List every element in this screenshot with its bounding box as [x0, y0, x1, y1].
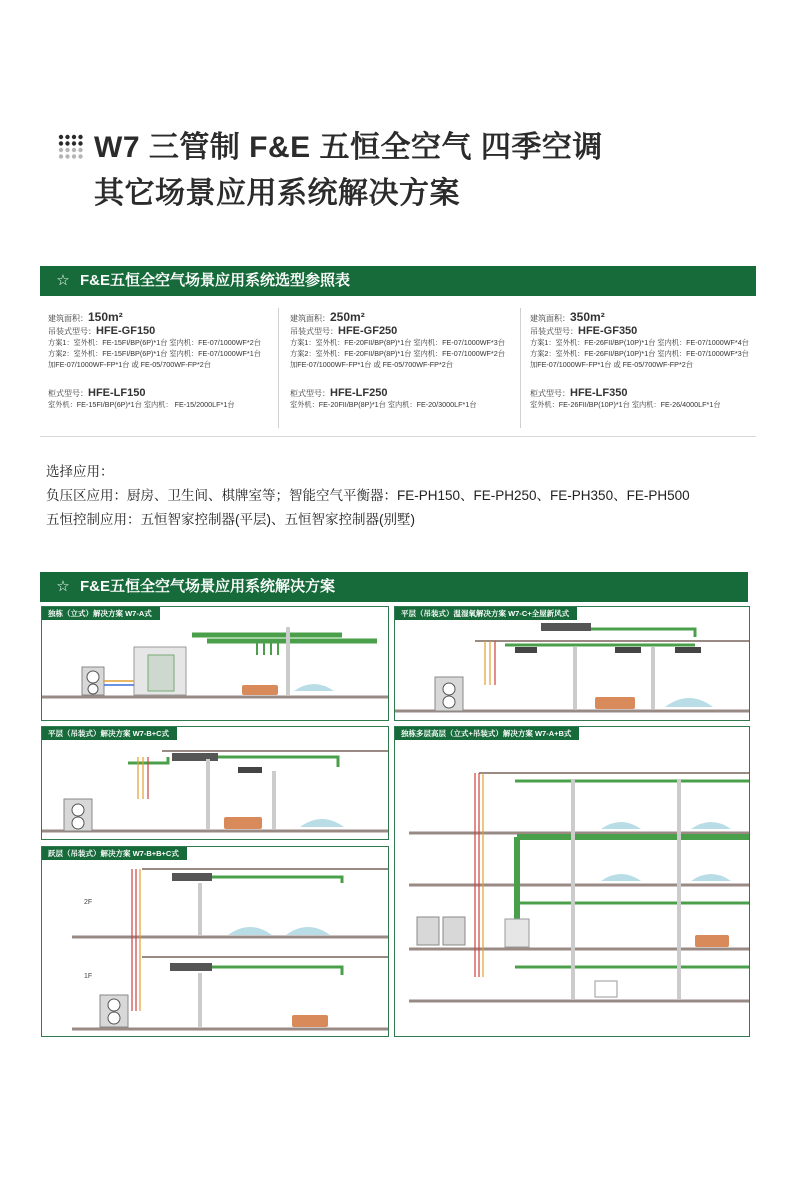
solution-panel-w7-a: [41, 606, 389, 721]
ceiling-model-label: 吊装式型号：: [290, 327, 338, 336]
plan-1: 方案1：室外机：FE-15FI/BP(6P)*1台 室内机：FE-07/1000WF*2台: [48, 338, 261, 347]
sofa-icon: [695, 935, 729, 947]
solution-section-header: [40, 572, 748, 602]
ceiling-model: HFE-GF150: [96, 325, 156, 337]
cabinet-detail: 室外机：FE-20FII/BP(8P)*1台 室内机：FE-20/3000LF*1台: [290, 400, 477, 409]
column-divider: [520, 308, 521, 428]
solution-panel-w7-b-b-c: [41, 846, 389, 1037]
system-diagram: [395, 727, 749, 1036]
applications-block: [46, 460, 690, 532]
cabinet-model-label: 柜式型号：: [48, 389, 88, 398]
column-divider: [278, 308, 279, 428]
cabinet-model: HFE-LF150: [88, 387, 146, 399]
selection-section-title: F&E五恒全空气场景应用系统选型参照表: [80, 272, 351, 289]
bed-icon: [286, 927, 330, 935]
star-icon: ☆: [56, 578, 70, 595]
ceiling-model: HFE-GF250: [338, 325, 398, 337]
bed-icon: [665, 698, 713, 707]
sofa-icon: [224, 817, 262, 829]
ceiling-model: HFE-GF350: [578, 325, 638, 337]
plan-1: 方案1：室外机：FE-20FII/BP(8P)*1台 室内机：FE-07/1000WF*3台: [290, 338, 505, 347]
page-title-line1: W7 三管制 F&E 五恒全空气 四季空调: [94, 131, 603, 164]
plan-2-extra: 加FE-07/1000WF-FP*1台 或 FE-05/700WF-FP*2台: [48, 360, 211, 369]
cabinet-model: HFE-LF350: [570, 387, 628, 399]
solution-panel-w7-c: [394, 606, 750, 721]
solution-panel-w7-a-b: [394, 726, 750, 1037]
star-icon: ☆: [56, 272, 70, 289]
panel-tag: 平层（吊装式）解决方案 W7-B+C式: [42, 727, 177, 740]
system-diagram: [42, 607, 388, 720]
fresh-air-unit-icon: [541, 623, 591, 631]
cabinet-model: HFE-LF250: [330, 387, 388, 399]
area-value: 250m²: [330, 310, 365, 324]
panel-tag: 平层（吊装式）温湿氧解决方案 W7-C+全屋新风式: [395, 607, 577, 620]
area-label: 建筑面积：: [290, 314, 330, 323]
area-label: 建筑面积：: [530, 314, 570, 323]
plan-2: 方案2：室外机：FE-20FII/BP(8P)*1台 室内机：FE-07/1000WF*2台: [290, 349, 505, 358]
system-diagram: [42, 727, 388, 839]
panel-tag: 跃层（吊装式）解决方案 W7-B+B+C式: [42, 847, 187, 860]
selection-column-150: [48, 312, 276, 410]
area-value: 350m²: [570, 310, 605, 324]
applications-line2: 五恒控制应用：五恒智家控制器(平层)、五恒智家控制器(别墅): [46, 512, 415, 527]
selection-column-350: [530, 312, 758, 410]
floor-label-lower: 1F: [84, 973, 93, 980]
bed-icon: [294, 684, 334, 691]
applications-line1: 负压区应用：厨房、卫生间、棋牌室等；智能空气平衡器：FE-PH150、FE-PH250、FE-PH350、FE-PH500: [46, 488, 690, 503]
ceiling-model-label: 吊装式型号：: [530, 327, 578, 336]
sofa-icon: [242, 685, 278, 695]
plan-2: 方案2：室外机：FE-15FI/BP(6P)*1台 室内机：FE-07/1000WF*1台: [48, 349, 261, 358]
selection-column-250: [290, 312, 518, 410]
plan-2-extra: 加FE-07/1000WF-FP*1台 或 FE-05/700WF-FP*2台: [290, 360, 453, 369]
cabinet-detail: 室外机：FE-15FI/BP(6P)*1台 室内机： FE-15/2000LF*1台: [48, 400, 235, 409]
selection-section-header: [40, 266, 756, 296]
bed-icon: [228, 927, 272, 935]
solution-panel-w7-b-c: [41, 726, 389, 840]
cabinet-model-label: 柜式型号：: [290, 389, 330, 398]
floor-label-upper: 2F: [84, 899, 93, 906]
page-title-line2: 其它场景应用系统解决方案: [94, 177, 460, 210]
plan-1: 方案1：室外机：FE-26FII/BP(10P)*1台 室内机：FE-07/1000WF*4台: [530, 338, 749, 347]
selection-table: [40, 296, 756, 437]
solution-section-title: F&E五恒全空气场景应用系统解决方案: [80, 578, 336, 595]
plan-2-extra: 加FE-07/1000WF-FP*1台 或 FE-05/700WF-FP*2台: [530, 360, 693, 369]
system-diagram: [395, 607, 749, 720]
bed-icon: [300, 819, 344, 827]
area-value: 150m²: [88, 310, 123, 324]
panel-tag: 独栋多层高层（立式+吊装式）解决方案 W7-A+B式: [395, 727, 579, 740]
plan-2: 方案2：室外机：FE-26FII/BP(10P)*1台 室内机：FE-07/1000WF*3台: [530, 349, 749, 358]
ceiling-model-label: 吊装式型号：: [48, 327, 96, 336]
outdoor-unit-icon: [443, 917, 465, 945]
sofa-icon: [595, 697, 635, 709]
system-diagram: [42, 847, 388, 1036]
applications-heading: 选择应用：: [46, 464, 114, 479]
panel-tag: 独栋（立式）解决方案 W7-A式: [42, 607, 160, 620]
area-label: 建筑面积：: [48, 314, 88, 323]
sofa-icon: [292, 1015, 328, 1027]
cabinet-detail: 室外机：FE-26FII/BP(10P)*1台 室内机：FE-26/4000LF*1台: [530, 400, 721, 409]
outdoor-unit-icon: [417, 917, 439, 945]
dot-grid-icon: [58, 134, 84, 160]
cabinet-model-label: 柜式型号：: [530, 389, 570, 398]
